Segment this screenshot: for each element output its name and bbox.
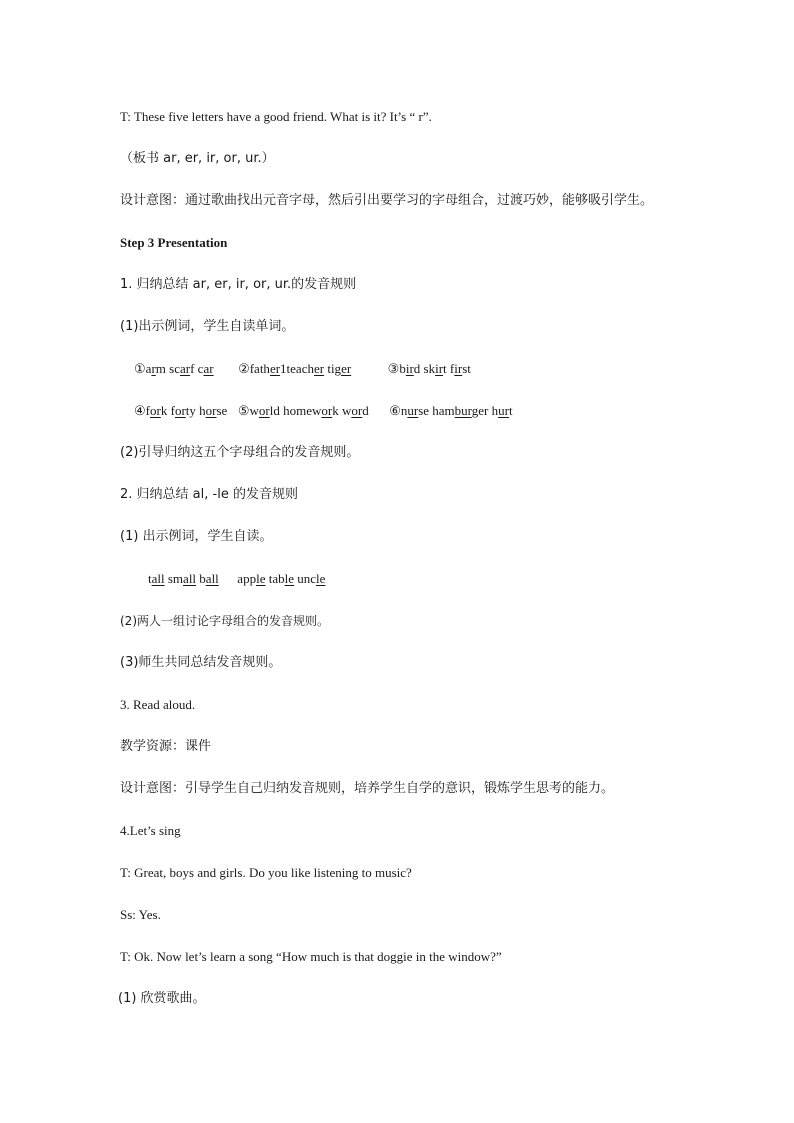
word-part: fath [249, 361, 270, 376]
word-underline: er [341, 361, 352, 376]
design-intent-1: 设计意图：通过歌曲找出元音字母，然后引出要学习的字母组合，过渡巧妙，能够吸引学生。 [120, 193, 654, 208]
word-part: k w [332, 403, 352, 418]
word-underline: ur [407, 403, 419, 418]
word-underline: all [183, 571, 197, 586]
word-underline: or [205, 403, 217, 418]
word-underline: or [321, 403, 333, 418]
section-4-step-1: (1) 欣赏歌曲。 [118, 991, 206, 1006]
word-part: k f [160, 403, 175, 418]
section-1-step-2: (2)引导归纳这五个字母组合的发音规则。 [120, 445, 360, 460]
word-underline: er [313, 361, 325, 376]
word-part: m sc [155, 361, 180, 376]
word-underline: or [150, 403, 161, 418]
word-underline: le [316, 571, 326, 586]
word-underline: or [174, 403, 186, 418]
section-3-title: 3. Read aloud. [120, 697, 196, 712]
word-underline: er [269, 361, 281, 376]
word-part: 1teach [280, 361, 314, 376]
section-1-title: 1. 归纳总结 ar, er, ir, or, ur.的发音规则 [120, 277, 357, 292]
dialogue-teacher-letters: T: These five letters have a good friend. What is it? It’s “ r”. [120, 109, 432, 124]
word-part: tig [324, 361, 342, 376]
dialogue-students-yes: Ss: Yes. [120, 907, 161, 922]
word-underline: ar [179, 361, 191, 376]
example-words-row-3 [148, 570, 325, 588]
word-part: se ham [418, 403, 455, 418]
circled-number-6: ⑥ [389, 403, 401, 418]
word-part: sm [164, 571, 184, 586]
word-part: st [462, 361, 471, 376]
word-underline: ir [435, 361, 444, 376]
word-underline: ar [203, 361, 214, 376]
circled-number-2: ② [238, 361, 250, 376]
word-part: ld homew [269, 403, 322, 418]
word-part: f [145, 403, 150, 418]
word-part: b [196, 571, 206, 586]
example-words-row-2 [134, 402, 513, 420]
section-2-title: 2. 归纳总结 al, -le 的发音规则 [120, 487, 298, 502]
word-part: n [400, 403, 408, 418]
word-underline: all [151, 571, 165, 586]
word-underline: le [256, 571, 266, 586]
word-underline: ir [405, 361, 414, 376]
circled-number-1: ① [134, 361, 146, 376]
word-part: t f [443, 361, 455, 376]
word-underline: ir [454, 361, 463, 376]
section-2-step-3: (3)师生共同总结发音规则。 [120, 655, 282, 670]
word-part: f c [190, 361, 204, 376]
word-underline: ur [498, 403, 509, 418]
word-part: w [249, 403, 259, 418]
word-underline: or [351, 403, 363, 418]
word-part: app [237, 571, 257, 586]
word-part: t [508, 403, 513, 418]
word-part: d sk [413, 361, 436, 376]
step-3-heading: Step 3 Presentation [120, 235, 228, 250]
word-part: t [148, 571, 152, 586]
circled-number-5: ⑤ [237, 403, 250, 418]
word-part: tab [265, 571, 285, 586]
circled-number-3: ③ [387, 361, 400, 376]
word-part: ger h [471, 403, 499, 418]
word-part: unc [294, 571, 317, 586]
word-underline: or [258, 403, 270, 418]
teaching-resources: 教学资源：课件 [120, 739, 212, 754]
section-2-step-2: (2)两人一组讨论字母组合的发音规则。 [120, 614, 329, 628]
dialogue-teacher-music: T: Great, boys and girls. Do you like listening to music? [120, 865, 412, 880]
design-intent-2: 设计意图：引导学生自己归纳发音规则，培养学生自学的意识，锻炼学生思考的能力。 [120, 781, 615, 796]
dialogue-teacher-song: T: Ok. Now let’s learn a song “How much is that doggie in the window?” [120, 949, 502, 964]
section-1-step-1: (1)出示例词，学生自读单词。 [120, 319, 295, 334]
word-underline: all [205, 571, 219, 586]
section-2-step-1: (1) 出示例词，学生自读。 [120, 529, 273, 544]
word-part: d [362, 403, 369, 418]
blackboard-note: （板书 ar, er, ir, or, ur.） [120, 151, 275, 166]
word-underline: r [151, 361, 156, 376]
section-4-title: 4.Let’s sing [120, 823, 181, 838]
word-part: ty h [185, 403, 206, 418]
word-underline: le [284, 571, 294, 586]
word-part: a [145, 361, 152, 376]
example-words-row-1 [134, 360, 471, 378]
word-part: se [216, 403, 228, 418]
word-underline: bur [454, 403, 472, 418]
word-part: b [399, 361, 406, 376]
circled-number-4: ④ [134, 403, 146, 418]
